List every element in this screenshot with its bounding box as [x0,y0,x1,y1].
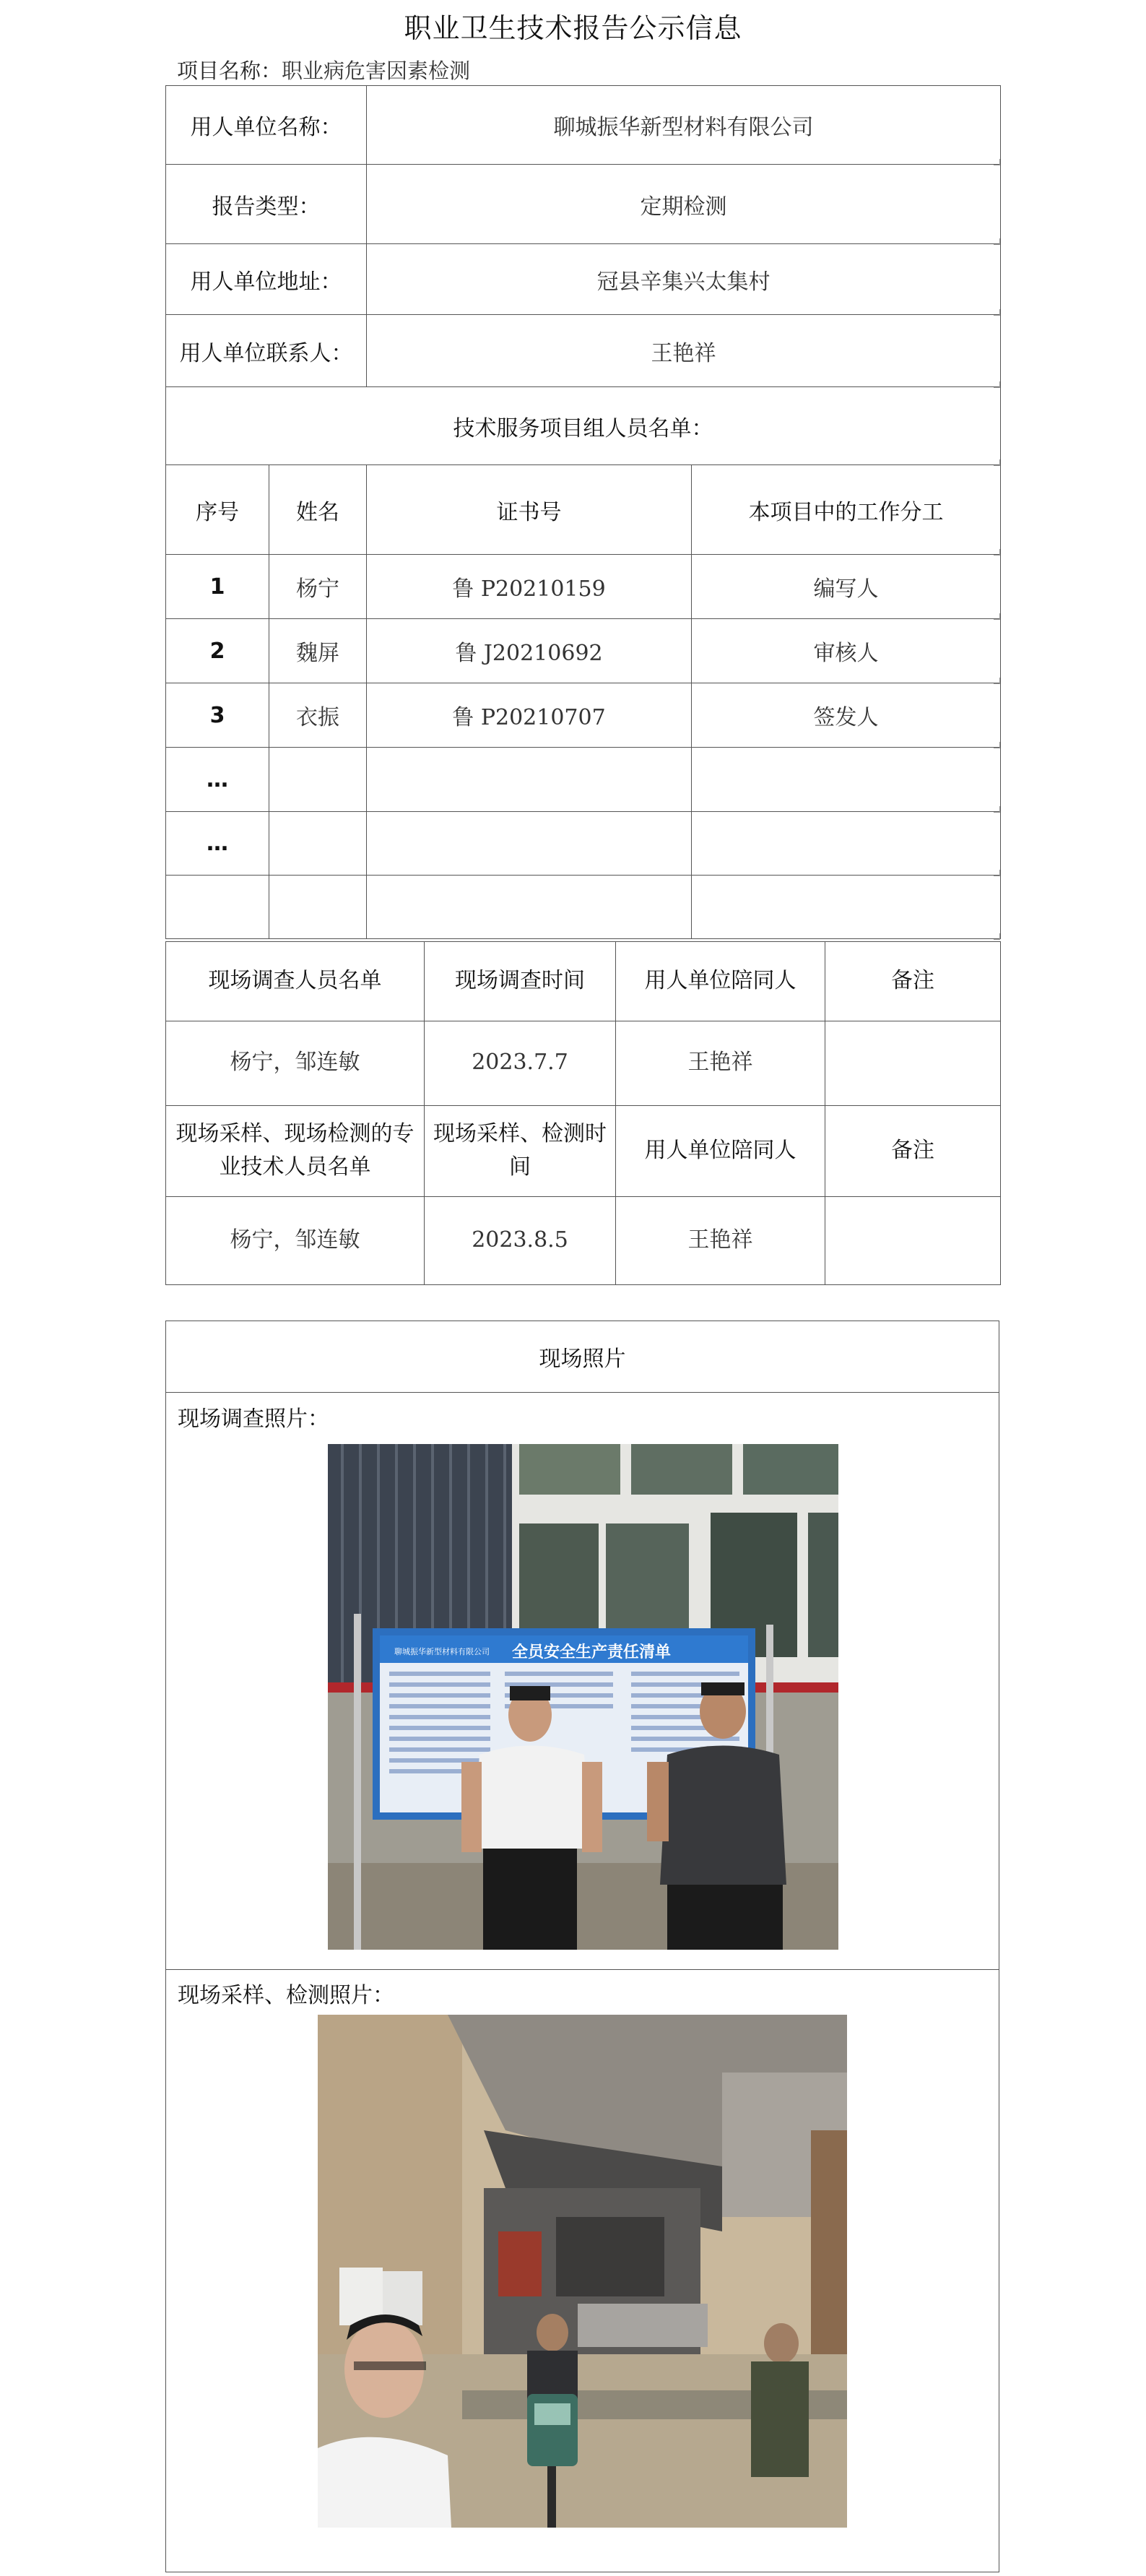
cell-mark [994,678,1000,684]
row-cert: 鲁 P20210707 [367,683,692,748]
cell-mark [994,549,1000,556]
table-row [166,555,1001,619]
sampling-col-note: 备注 [825,1105,1001,1196]
col-header-no: 序号 [166,465,269,555]
col-header-cert: 证书号 [367,465,692,555]
row-name [269,748,367,812]
sampling-photo [318,2015,847,2528]
cell-mark [994,870,1000,876]
cell-mark [994,309,1000,316]
address-row [166,244,1001,315]
row-no: 3 [166,683,269,748]
sampling-col-time: 现场采样、检测时间 [425,1105,616,1196]
cell-mark [994,238,1000,245]
table-row [166,748,1001,812]
survey-companion: 王艳祥 [616,1021,825,1105]
survey-time: 2023.7.7 [425,1021,616,1105]
survey-table [165,941,1001,1285]
sampling-photo-label: 现场采样、检测照片： [178,1983,394,2008]
cell-mark [994,381,1000,388]
photos-heading: 现场照片 [166,1321,999,1393]
row-cert [367,876,692,939]
row-role: 审核人 [692,619,1001,683]
row-role [692,812,1001,876]
contact-row [166,315,1001,387]
page-title: 职业卫生技术报告公示信息 [404,12,742,44]
board-company-text: 聊城振华新型材料有限公司 [394,1647,490,1656]
team-header-row [166,465,1001,555]
report-type-row [166,165,1001,244]
row-name [269,812,367,876]
sampling-staff: 杨宁，邹连敏 [166,1196,425,1284]
row-cert: 鲁 P20210159 [367,555,692,619]
survey-photo [328,1444,838,1950]
table-row [166,683,1001,748]
row-cert [367,812,692,876]
col-header-role: 本项目中的工作分工 [692,465,1001,555]
employer-name-value: 聊城振华新型材料有限公司 [367,86,1001,165]
address-label: 用人单位地址： [166,244,367,315]
row-role: 编写人 [692,555,1001,619]
sampling-col-companion: 用人单位陪同人 [616,1105,825,1196]
cell-mark [994,159,1000,165]
contact-label: 用人单位联系人： [166,315,367,387]
project-name [177,55,470,85]
report-type-label: 报告类型： [166,165,367,244]
cell-mark [994,742,1000,748]
cell-mark [994,933,1000,940]
sampling-data-row [166,1196,1001,1284]
row-name [269,876,367,939]
survey-col-time: 现场调查时间 [425,941,616,1021]
photos-divider [166,1969,999,1970]
survey-photo-label: 现场调查照片： [178,1406,329,1432]
photos-section [165,1321,999,2572]
survey-header-row [166,941,1001,1021]
employer-name-label: 用人单位名称： [166,86,367,165]
row-no: … [166,748,269,812]
row-cert [367,748,692,812]
survey-staff: 杨宁，邹连敏 [166,1021,425,1105]
team-heading: 技术服务项目组人员名单： [166,387,1001,465]
address-value: 冠县辛集兴太集村 [367,244,1001,315]
survey-data-row [166,1021,1001,1105]
row-no [166,876,269,939]
table-row [166,812,1001,876]
row-name: 衣振 [269,683,367,748]
sampling-companion: 王艳祥 [616,1196,825,1284]
row-no: … [166,812,269,876]
survey-col-companion: 用人单位陪同人 [616,941,825,1021]
team-heading-row [166,387,1001,465]
report-type-value: 定期检测 [367,165,1001,244]
employer-name-row [166,86,1001,165]
row-name: 杨宁 [269,555,367,619]
cell-mark [994,613,1000,620]
sampling-col-staff: 现场采样、现场检测的专业技术人员名单 [166,1105,425,1196]
cell-mark [994,806,1000,813]
col-header-name: 姓名 [269,465,367,555]
row-role [692,748,1001,812]
contact-value: 王艳祥 [367,315,1001,387]
row-role: 签发人 [692,683,1001,748]
sampling-note [825,1196,1001,1284]
table-row [166,619,1001,683]
row-role [692,876,1001,939]
cell-mark [994,459,1000,466]
row-name: 魏屏 [269,619,367,683]
sampling-time: 2023.8.5 [425,1196,616,1284]
project-value: 职业病危害因素检测 [282,59,471,83]
info-table [165,85,1001,939]
survey-col-staff: 现场调查人员名单 [166,941,425,1021]
table-row [166,876,1001,939]
survey-note [825,1021,1001,1105]
survey-col-note: 备注 [825,941,1001,1021]
row-cert: 鲁 J20210692 [367,619,692,683]
sampling-header-row [166,1105,1001,1196]
board-title-text: 全员安全生产责任清单 [512,1643,672,1661]
row-no: 1 [166,555,269,619]
row-no: 2 [166,619,269,683]
project-label: 项目名称： [177,59,282,83]
